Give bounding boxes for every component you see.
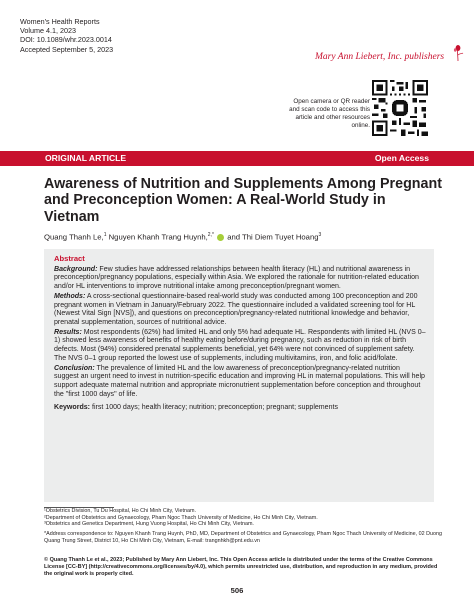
journal-name: Women's Health Reports — [20, 17, 100, 26]
affiliation-3: ³Obstetrics and Genetics Department, Hung Vuong Hospital, Ho Chi Minh City, Vietnam. — [44, 521, 254, 528]
affiliations — [44, 508, 444, 528]
abstract-results — [54, 329, 426, 364]
affiliation-2: ²Department of Obstetrics and Gynaecology, Pham Ngoc Thach University of Medicine, Ho Chi Minh City, Vietnam. — [44, 514, 318, 521]
author-1[interactable]: Quang Thanh Le, — [44, 232, 104, 242]
results-label: Results: — [54, 328, 82, 336]
author-1-affiliation: 1 — [103, 232, 107, 238]
qr-instruction-text: Open camera or QR reader and scan code to access this article and other resources online. — [289, 98, 370, 129]
conclusion-label: Conclusion: — [54, 364, 95, 372]
abstract-heading: Abstract — [54, 254, 85, 263]
affiliation-1: ¹Obstetrics Division, Tu Du Hospital, Ho Chi Minh City, Vietnam. — [44, 508, 196, 514]
background-label: Background: — [54, 265, 98, 273]
correspondence-line-2[interactable]: Quang Trung Street, District 10, Ho Chi Minh City, Vietnam, E-mail: trangnhkh@pnt.edu.vn — [44, 537, 260, 544]
methods-label: Methods: — [54, 292, 86, 300]
license-line-1: © Quang Thanh Le et al., 2023; Published by Mary Ann Liebert, Inc. This Open Access article is distributed under the terms of the Creative Commons — [44, 557, 433, 563]
keywords-label: Keywords: — [54, 403, 91, 411]
keywords — [54, 404, 426, 413]
abstract-conclusion — [54, 365, 426, 400]
publisher-flower-icon — [452, 44, 464, 62]
keywords-text: first 1000 days; health literacy; nutrition; preconception; pregnant; supplements — [90, 403, 338, 411]
article-type-banner — [0, 151, 474, 166]
correspondence — [44, 531, 444, 544]
article-type-label: ORIGINAL ARTICLE — [45, 153, 127, 163]
qr-code-icon[interactable] — [372, 80, 428, 136]
license-statement — [44, 557, 444, 577]
orcid-icon[interactable] — [217, 234, 224, 241]
journal-accepted-date: Accepted September 5, 2023 — [20, 44, 114, 54]
license-line-2[interactable]: License [CC-BY] (http://creativecommons.org/licenses/by/4.0), which permits unrestricted use, distribution, and reproduction in any medium, provided — [44, 563, 438, 570]
journal-doi[interactable]: DOI: 10.1089/whr.2023.0014 — [20, 35, 112, 45]
correspondence-line-1: *Address correspondence to: Nguyen Khanh Trang Huynh, PhD, MD, Department of Obstetrics and Gynaecology, Pham Ngoc Thach University of Medicine, 02 Duong — [44, 531, 443, 538]
conclusion-text: The prevalence of limited HL and the low awareness of preconception/pregnancy-related nutrition suggest an urgent need to invest in nutrition-specific education and improving HL in maternal populations. This will help support adequate maternal nutrition and appropriate micronutrient supplementation before conception and throughout the "first 1000 days" of life. — [54, 364, 425, 398]
article-title: Awareness of Nutrition and Supplements Among Pregnant and Preconception Women: A Real-World Study in Vietnam — [44, 176, 442, 225]
results-text: Most respondents (62%) had limited HL and only 5% had adequate HL. Respondents with limited HL (NVS 0–1) showed less awareness of benefits of healthy eating before/during pregnancy, such as reduction in risk of birth defects. Most (94%) considered prenatal supplements beneficial, yet 64% were not convinced of supplement safety. The NVS 0–1 group reported the lowest use of supplements, including multivitamins, iron, and folic acid/folate. — [54, 328, 426, 362]
background-text: Few studies have addressed relationships between health literacy (HL) and nutritional awareness in preconception/pregnancy populations, especially within Asia. We explored the rationale for nutrition-related education and/or HL interventions to improve nutritional intake among preconception/pregnant women. — [54, 265, 419, 291]
page-number: 506 — [230, 586, 244, 595]
publisher-logo: Mary Ann Liebert, Inc. publishers — [315, 52, 445, 62]
license-line-3: the original work is properly cited. — [44, 570, 134, 577]
author-2-affiliation: 2,* — [207, 232, 214, 238]
journal-volume: Volume 4.1, 2023 — [20, 26, 76, 36]
abstract-methods — [54, 293, 426, 328]
footnotes — [44, 508, 444, 548]
methods-text: A cross-sectional questionnaire-based real-world study was conducted among 100 preconception and 200 pregnant women in Vietnam in January/February 2022. The questionnaire included a validated screening tool for HL (Newest Vital Sign [NVS]), and questions on preconception/pregnancy-related nutritional knowledge and behavior, prenatal supplementation, sources of nutritional advice. — [54, 292, 418, 327]
abstract-background — [54, 266, 426, 292]
author-3[interactable]: and Thi Diem Tuyet Hoang — [227, 232, 319, 242]
abstract-box — [44, 249, 434, 502]
author-2[interactable]: Nguyen Khanh Trang Huynh, — [108, 232, 208, 242]
author-3-affiliation: 3 — [318, 232, 322, 238]
open-access-label: Open Access — [374, 153, 429, 163]
author-list — [44, 232, 444, 242]
journal-header — [20, 17, 113, 54]
